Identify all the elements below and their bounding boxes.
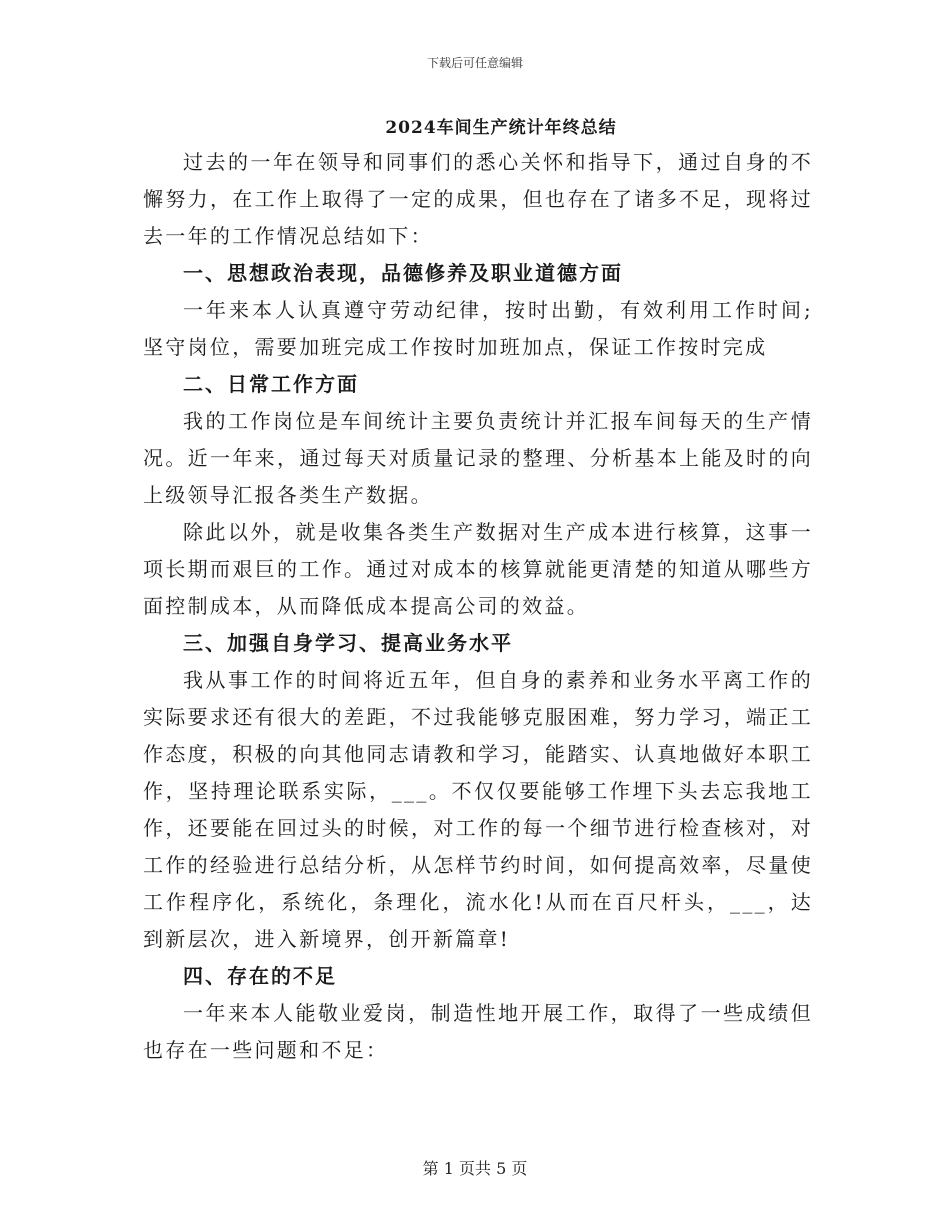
section-1-paragraph: 一年来本人认真遵守劳动纪律，按时出勤，有效利用工作时间;坚守岗位，需要加班完成工作按时加班加点，保证工作按时完成 [143,298,813,359]
document-body [143,112,813,1069]
page-header: 下载后可任意编辑 [426,56,523,70]
section-heading-1: 一、思想政治表现，品德修养及职业道德方面 [183,261,623,285]
section-2-paragraph-1: 我的工作岗位是车间统计主要负责统计并汇报车间每天的生产情况。近一年来，通过每天对质量记录的整理、分析基本上能及时的向上级领导汇报各类生产数据。 [143,409,813,507]
section-4-paragraph: 一年来本人能敬业爱岗，制造性地开展工作，取得了一些成绩但也存在一些问题和不足： [143,1001,813,1062]
intro-paragraph: 过去的一年在领导和同事们的悉心关怀和指导下，通过自身的不懈努力，在工作上取得了一定的成果，但也存在了诸多不足，现将过去一年的工作情况总结如下： [143,150,813,248]
section-heading-4: 四、存在的不足 [183,964,337,988]
document-title: 2024车间生产统计年终总结 [385,118,617,138]
section-3-paragraph: 我从事工作的时间将近五年，但自身的素养和业务水平离工作的实际要求还有很大的差距，不过我能够克服困难，努力学习，端正工作态度，积极的向其他同志请教和学习，能踏实、认真地做好本职工作，坚持理论联系实际，___。不仅仅要能够工作埋下头去忘我地工作，还要能在回过头的时候，对工作的每一个细节进行检查核对，对工作的经验进行总结分析，从怎样节约时间，如何提高效率，尽量使工作程序化，系统化，条理化，流水化!从而在百尺杆头，___，达到新层次，进入新境界，创开新篇章! [143,668,813,951]
section-heading-2: 二、日常工作方面 [183,372,359,396]
page-number: 第 1 页共 5 页 [422,1159,528,1178]
section-heading-3: 三、加强自身学习、提高业务水平 [183,631,513,655]
section-2-paragraph-2: 除此以外，就是收集各类生产数据对生产成本进行核算，这事一项长期而艰巨的工作。通过对成本的核算就能更清楚的知道从哪些方面控制成本，从而降低成本提高公司的效益。 [143,520,813,618]
